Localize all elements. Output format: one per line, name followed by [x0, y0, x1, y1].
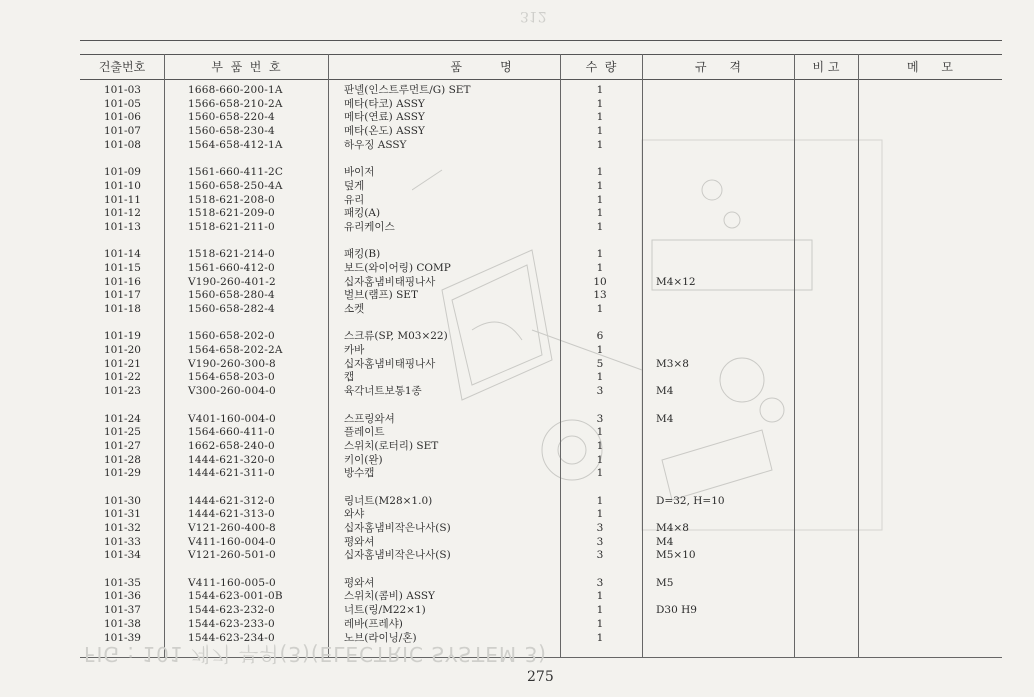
cell-qty: 1 [596, 371, 604, 384]
cell-code: 101-27 [104, 439, 141, 452]
cell-code: 101-18 [104, 303, 141, 315]
cell-part-no: 1518-621-209-0 [188, 207, 275, 220]
col-header-code: 건출번호 [98, 60, 146, 74]
cell-qty: 3 [596, 576, 604, 589]
cell-qty: 10 [593, 275, 607, 288]
cell-part-no: 1560-658-280-4 [188, 289, 275, 302]
page-number: 275 [527, 669, 554, 685]
cell-qty: 1 [596, 138, 604, 151]
cell-code: 101-12 [104, 207, 141, 220]
cell-qty: 1 [596, 84, 604, 96]
cell-name: 스프링와셔 [344, 412, 395, 425]
cell-code: 101-33 [104, 535, 141, 548]
cell-qty: 3 [596, 385, 604, 398]
cell-code: 101-17 [104, 289, 141, 302]
table-row [0, 276, 1034, 290]
table-row [0, 385, 1034, 399]
cell-part-no: V411-160-005-0 [188, 576, 276, 589]
cell-qty: 1 [596, 220, 604, 233]
cell-part-no: 1444-621-312-0 [188, 494, 275, 507]
col-header-spec: 규 격 [694, 60, 742, 74]
cell-name: 평와셔 [344, 576, 375, 589]
cell-spec: M4 [656, 535, 674, 548]
cell-code: 101-15 [104, 261, 141, 274]
cell-code: 101-21 [104, 357, 141, 370]
cell-name: 유리 [344, 193, 365, 206]
cell-code: 101-11 [104, 193, 141, 206]
cell-code: 101-30 [104, 494, 141, 507]
cell-qty: 1 [596, 617, 604, 630]
cell-part-no: 1564-658-412-1A [188, 138, 283, 151]
cell-qty: 1 [596, 439, 604, 452]
cell-qty: 6 [596, 330, 604, 343]
table-row [0, 358, 1034, 372]
cell-code: 101-19 [104, 330, 141, 343]
cell-spec: D30 H9 [656, 604, 697, 617]
cell-spec: M4 [656, 385, 674, 398]
cell-qty: 3 [596, 535, 604, 548]
cell-qty: 1 [596, 193, 604, 206]
cell-spec: M4×12 [656, 275, 696, 288]
cell-part-no: 1560-658-230-4 [188, 125, 275, 138]
cell-qty: 1 [596, 166, 604, 179]
cell-part-no: 1544-623-233-0 [188, 617, 275, 630]
cell-name: 보드(와이어링) COMP [344, 261, 451, 274]
cell-spec: M3×8 [656, 357, 689, 370]
cell-spec: M4×8 [656, 522, 689, 534]
table-row [0, 180, 1034, 194]
cell-name: 패킹(B) [344, 248, 381, 261]
cell-code: 101-39 [104, 631, 141, 644]
cell-qty: 3 [596, 522, 604, 534]
cell-code: 101-35 [104, 576, 141, 589]
table-row [0, 508, 1034, 522]
cell-qty: 1 [596, 97, 604, 110]
cell-name: 하우징 ASSY [344, 138, 407, 151]
cell-code: 101-31 [104, 508, 141, 521]
table-row [0, 426, 1034, 440]
cell-name: 패킹(A) [344, 207, 381, 220]
parts-table-body [0, 84, 1034, 645]
cell-spec: M5 [656, 576, 674, 589]
cell-name: 방수캡 [344, 467, 375, 480]
cell-qty: 1 [596, 125, 604, 138]
cell-name: 육각너트보통1종 [344, 385, 422, 398]
cell-name: 와샤 [344, 508, 365, 521]
cell-qty: 1 [596, 303, 604, 315]
cell-part-no: 1668-660-200-1A [188, 84, 283, 96]
cell-name: 메타(타코) ASSY [344, 97, 425, 110]
table-row [0, 139, 1034, 153]
cell-part-no: 1518-621-211-0 [188, 220, 275, 233]
cell-qty: 3 [596, 549, 604, 562]
cell-code: 101-22 [104, 371, 141, 384]
table-row [0, 207, 1034, 221]
cell-qty: 1 [596, 590, 604, 603]
cell-code: 101-16 [104, 275, 141, 288]
cell-part-no: 1662-658-240-0 [188, 439, 275, 452]
cell-name: 벌브(램프) SET [344, 289, 418, 302]
cell-part-no: 1544-623-232-0 [188, 604, 275, 617]
cell-part-no: 1560-658-220-4 [188, 111, 275, 124]
table-row [0, 454, 1034, 468]
table-row [0, 98, 1034, 112]
cell-part-no: V411-160-004-0 [188, 535, 276, 548]
cell-part-no: 1518-621-208-0 [188, 193, 275, 206]
cell-part-no: 1564-660-411-0 [188, 426, 275, 439]
cell-code: 101-03 [104, 84, 141, 96]
table-row [0, 413, 1034, 427]
cell-part-no: 1564-658-203-0 [188, 371, 275, 384]
cell-name: 십자홈냄비태핑나사 [344, 275, 436, 288]
cell-name: 노브(라이닝/혼) [344, 631, 417, 644]
cell-name: 스위치(콤비) ASSY [344, 590, 435, 603]
cell-part-no: V190-260-401-2 [188, 275, 276, 288]
cell-name: 링너트(M28×1.0) [344, 494, 433, 507]
cell-qty: 1 [596, 426, 604, 439]
cell-part-no: 1564-658-202-2A [188, 344, 283, 357]
table-row [0, 221, 1034, 235]
col-header-qty: 수 량 [585, 60, 617, 74]
cell-code: 101-08 [104, 138, 141, 151]
table-row [0, 303, 1034, 317]
cell-name: 십자홈냄비작은나사(S) [344, 549, 451, 562]
cell-part-no: 1444-621-320-0 [188, 453, 275, 466]
cell-code: 101-24 [104, 412, 141, 425]
cell-code: 101-38 [104, 617, 141, 630]
cell-part-no: 1444-621-311-0 [188, 467, 275, 480]
cell-qty: 1 [596, 207, 604, 220]
table-header [80, 54, 1002, 80]
table-row [0, 194, 1034, 208]
table-row [0, 495, 1034, 509]
cell-qty: 5 [596, 357, 604, 370]
cell-code: 101-36 [104, 590, 141, 603]
table-row [0, 371, 1034, 385]
cell-name: 플레이트 [344, 426, 385, 439]
table-row [0, 344, 1034, 358]
table-row [0, 330, 1034, 344]
cell-name: 레바(프레샤) [344, 617, 403, 630]
cell-spec: M5×10 [656, 549, 696, 562]
cell-part-no: V300-260-004-0 [188, 385, 276, 398]
cell-qty: 1 [596, 111, 604, 124]
cell-name: 메타(연료) ASSY [344, 111, 425, 124]
cell-part-no: 1561-660-411-2C [188, 166, 284, 179]
table-row [0, 577, 1034, 591]
cell-code: 101-29 [104, 467, 141, 480]
bleed-through-mark: 312 [520, 8, 547, 24]
cell-part-no: V121-260-400-8 [188, 522, 276, 534]
cell-part-no: 1518-621-214-0 [188, 248, 275, 261]
cell-code: 101-34 [104, 549, 141, 562]
table-row [0, 549, 1034, 563]
cell-code: 101-13 [104, 220, 141, 233]
cell-name: 평와셔 [344, 535, 375, 548]
cell-name: 너트(링/M22×1) [344, 604, 426, 617]
cell-qty: 1 [596, 453, 604, 466]
table-row [0, 604, 1034, 618]
cell-name: 스위치(로터리) SET [344, 439, 439, 452]
cell-code: 101-25 [104, 426, 141, 439]
cell-code: 101-28 [104, 453, 141, 466]
cell-part-no: 1560-658-250-4A [188, 179, 283, 192]
cell-part-no: 1444-621-313-0 [188, 508, 275, 521]
col-header-memo: 메 모 [906, 60, 954, 74]
cell-part-no: 1566-658-210-2A [188, 97, 283, 110]
cell-qty: 1 [596, 494, 604, 507]
table-row [0, 618, 1034, 632]
cell-code: 101-05 [104, 97, 141, 110]
table-row [0, 289, 1034, 303]
cell-name: 덮게 [344, 179, 365, 192]
cell-spec: M4 [656, 412, 674, 425]
col-header-name: 품 명 [450, 60, 512, 74]
cell-qty: 1 [596, 604, 604, 617]
cell-name: 카바 [344, 344, 365, 357]
cell-qty: 1 [596, 467, 604, 480]
table-row [0, 467, 1034, 481]
table-row [0, 166, 1034, 180]
cell-code: 101-32 [104, 522, 141, 534]
cell-spec: D=32, H=10 [656, 494, 725, 507]
cell-part-no: V121-260-501-0 [188, 549, 276, 562]
table-row [0, 522, 1034, 536]
cell-name: 유리케이스 [344, 220, 395, 233]
cell-name: 스크류(SP, M03×22) [344, 330, 448, 343]
table-row [0, 440, 1034, 454]
cell-qty: 1 [596, 631, 604, 644]
table-row [0, 262, 1034, 276]
cell-part-no: 1544-623-001-0B [188, 590, 283, 603]
cell-code: 101-37 [104, 604, 141, 617]
cell-name: 판넬(인스트루먼트/G) SET [344, 84, 471, 96]
cell-qty: 1 [596, 344, 604, 357]
cell-qty: 13 [593, 289, 607, 302]
cell-part-no: V401-160-004-0 [188, 412, 276, 425]
cell-part-no: 1544-623-234-0 [188, 631, 275, 644]
cell-qty: 1 [596, 179, 604, 192]
cell-code: 101-09 [104, 166, 141, 179]
cell-part-no: 1560-658-202-0 [188, 330, 275, 343]
table-row [0, 536, 1034, 550]
cell-part-no: 1561-660-412-0 [188, 261, 275, 274]
cell-qty: 1 [596, 261, 604, 274]
bleed-through-caption: FIG : 101 계기 부위(3)(ELECTRIC SYSTEM 3) [84, 642, 547, 666]
col-header-note: 비 고 [812, 60, 840, 74]
table-row [0, 248, 1034, 262]
cell-code: 101-10 [104, 179, 141, 192]
cell-code: 101-14 [104, 248, 141, 261]
cell-name: 바이저 [344, 166, 375, 179]
cell-part-no: V190-260-300-8 [188, 357, 276, 370]
table-row [0, 125, 1034, 139]
cell-name: 십자홈냄비태핑나사 [344, 357, 436, 370]
cell-code: 101-23 [104, 385, 141, 398]
col-header-part-no: 부 품 번 호 [211, 60, 281, 74]
cell-name: 키이(완) [344, 453, 383, 466]
cell-name: 소켓 [344, 303, 365, 315]
cell-qty: 1 [596, 248, 604, 261]
table-row [0, 111, 1034, 125]
cell-name: 십자홈냄비작은나사(S) [344, 522, 451, 534]
cell-name: 캡 [344, 371, 355, 384]
cell-code: 101-07 [104, 125, 141, 138]
cell-code: 101-06 [104, 111, 141, 124]
table-row [0, 84, 1034, 98]
cell-part-no: 1560-658-282-4 [188, 303, 275, 315]
cell-name: 메타(온도) ASSY [344, 125, 425, 138]
cell-qty: 1 [596, 508, 604, 521]
cell-code: 101-20 [104, 344, 141, 357]
table-row [0, 590, 1034, 604]
cell-qty: 3 [596, 412, 604, 425]
